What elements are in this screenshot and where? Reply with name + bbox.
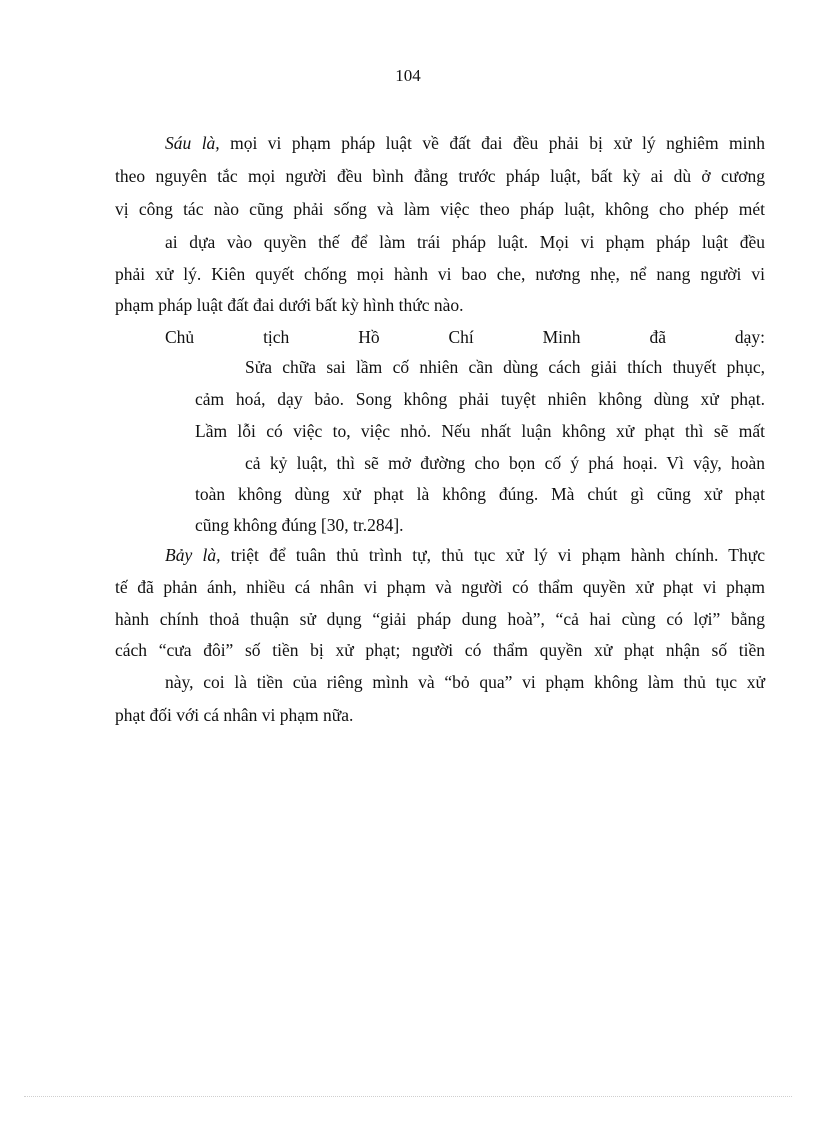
para1-line-5: phải xử lý. Kiên quyết chống mọi hành vi bao che, nương nhẹ, nể nang người vi [115,264,765,284]
intro-word: Chủ [165,327,195,347]
para2-line-3: hành chính thoả thuận sử dụng “giải pháp dung hoà”, “cả hai cùng có lợi” bằng [115,609,765,629]
page-bottom-rule [24,1096,792,1097]
para2-line-1 [165,545,765,565]
para1-line-2: theo nguyên tắc mọi người đều bình đẳng trước pháp luật, bất kỳ ai dù ở cương [115,166,765,186]
para2-line-6: phạt đối với cá nhân vi phạm nữa. [115,705,354,725]
para1-line-1 [165,133,765,153]
quote-intro [165,327,765,347]
quote-line-3: Lầm lỗi có việc to, việc nhỏ. Nếu nhất luận không xử phạt thì sẽ mất [195,421,765,441]
intro-word: Minh [542,327,581,347]
para1-line-6: phạm pháp luật đất đai dưới bất kỳ hình thức nào. [115,295,464,315]
quote-line-4: cả kỷ luật, thì sẽ mở đường cho bọn cố ý phá hoại. Vì vậy, hoàn [245,453,765,473]
quote-line-1: Sửa chữa sai lầm cố nhiên cần dùng cách giải thích thuyết phục, [245,357,765,377]
quote-line-5: toàn không dùng xử phạt là không đúng. Mà chút gì cũng xử phạt [195,484,765,504]
intro-word: dạy: [734,327,765,347]
intro-word: Chí [448,327,474,347]
para1-line-1-text: mọi vi phạm pháp luật về đất đai đều phải bị xử lý nghiêm minh [219,133,765,153]
page-number: 104 [395,66,421,85]
para1-line-3: vị công tác nào cũng phải sống và làm việc theo pháp luật, không cho phép mét [115,199,765,219]
intro-word: tịch [263,327,290,347]
para2-lead: Bảy là, [165,545,221,565]
para2-line-4: cách “cưa đôi” số tiền bị xử phạt; người có thẩm quyền xử phạt nhận số tiền [115,640,765,660]
para1-lead: Sáu là, [165,133,220,153]
intro-word: đã [649,327,666,347]
quote-line-2: cảm hoá, dạy bảo. Song không phải tuyệt nhiên không dùng xử phạt. [195,389,765,409]
para2-line-1-text: triệt để tuân thủ trình tự, thủ tục xử lý vi phạm hành chính. Thực [220,545,765,565]
quote-line-6: cũng không đúng [30, tr.284]. [195,515,404,535]
para1-line-4: ai dựa vào quyền thế để làm trái pháp luật. Mọi vi phạm pháp luật đều [165,232,765,252]
para2-line-2: tế đã phản ánh, nhiều cá nhân vi phạm và người có thẩm quyền xử phạt vi phạm [115,577,765,597]
intro-word: Hồ [358,327,380,347]
para2-line-5: này, coi là tiền của riêng mình và “bỏ qua” vi phạm không làm thủ tục xử [165,672,765,692]
